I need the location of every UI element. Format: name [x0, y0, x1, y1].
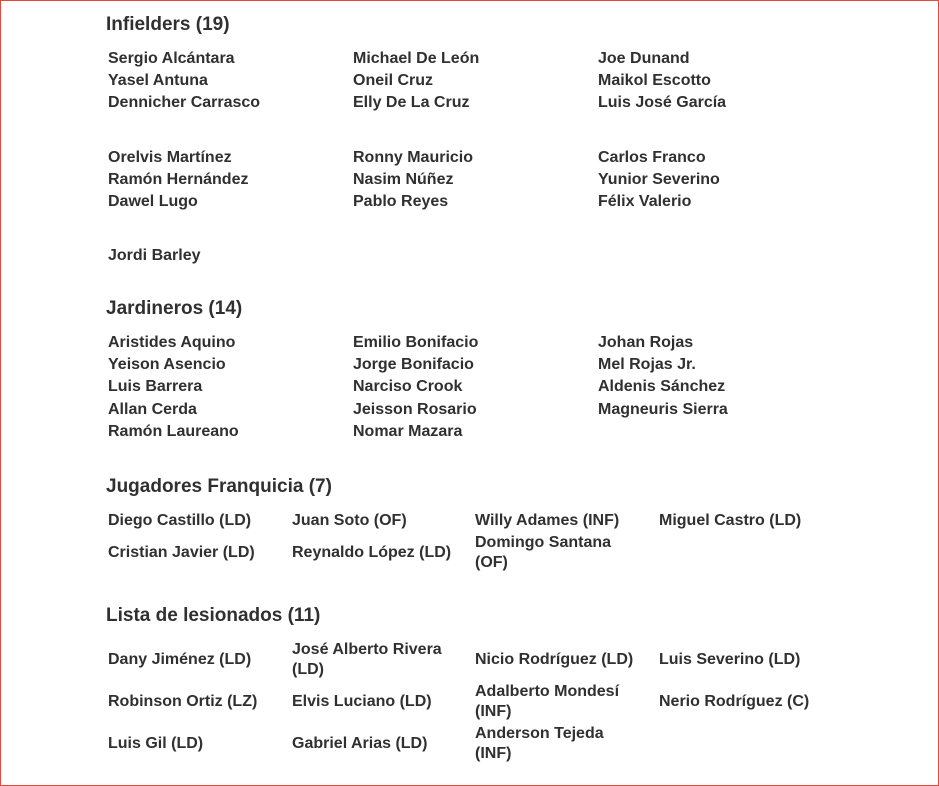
player-name: Nerio Rodríguez (C): [659, 693, 810, 710]
player-name: Sergio Alcántara: [108, 50, 235, 67]
player-name: [475, 724, 604, 764]
player-name: [292, 640, 442, 680]
section-heading-franquicia: Jugadores Franquicia (7): [106, 476, 332, 497]
player-name: Jorge Bonifacio: [353, 356, 474, 373]
player-name-line: Adalberto Mondesí: [475, 683, 620, 700]
player-name: Carlos Franco: [598, 149, 706, 166]
player-name: Aristides Aquino: [108, 334, 236, 351]
player-name: Gabriel Arias (LD): [292, 735, 428, 752]
player-name: Pablo Reyes: [353, 193, 449, 210]
player-name: Emilio Bonifacio: [353, 334, 479, 351]
player-name: Michael De León: [353, 50, 480, 67]
player-name-line: Anderson Tejeda: [475, 725, 604, 742]
player-name: Johan Rojas: [598, 334, 694, 351]
player-name: Juan Soto (OF): [292, 512, 407, 529]
player-name: Nicio Rodríguez (LD): [475, 651, 634, 668]
player-name: Joe Dunand: [598, 50, 690, 67]
section-heading-infielders: Infielders (19): [106, 14, 230, 35]
player-name: Dany Jiménez (LD): [108, 651, 252, 668]
player-name: Dennicher Carrasco: [108, 94, 261, 111]
player-name: Willy Adames (INF): [475, 512, 620, 529]
player-name-line: (INF): [475, 745, 512, 762]
player-name: Yeison Asencio: [108, 356, 226, 373]
player-name: Miguel Castro (LD): [659, 512, 802, 529]
player-name-line: (INF): [475, 703, 512, 720]
player-name: Jordi Barley: [108, 247, 201, 264]
player-name: [475, 533, 611, 573]
player-name: Allan Cerda: [108, 401, 197, 418]
document-page: [1, 1, 938, 785]
player-name: Elly De La Cruz: [353, 94, 470, 111]
section-heading-jardineros: Jardineros (14): [106, 298, 243, 319]
player-name: Narciso Crook: [353, 378, 463, 395]
player-name: Robinson Ortiz (LZ): [108, 693, 258, 710]
player-name: Félix Valerio: [598, 193, 692, 210]
player-name-line: José Alberto Rivera: [292, 641, 442, 658]
player-name: Luis Barrera: [108, 378, 203, 395]
player-name: Yunior Severino: [598, 171, 720, 188]
player-name: Ronny Mauricio: [353, 149, 474, 166]
player-name: [475, 682, 619, 722]
player-name: Magneuris Sierra: [598, 401, 728, 418]
player-name: Ramón Hernández: [108, 171, 249, 188]
player-name: Jeisson Rosario: [353, 401, 477, 418]
player-name: Elvis Luciano (LD): [292, 693, 432, 710]
player-name: Diego Castillo (LD): [108, 512, 252, 529]
player-name: Mel Rojas Jr.: [598, 356, 696, 373]
player-name: Maikol Escotto: [598, 72, 711, 89]
player-name: Yasel Antuna: [108, 72, 208, 89]
player-name: Oneil Cruz: [353, 72, 434, 89]
player-name: Dawel Lugo: [108, 193, 198, 210]
player-name: Nomar Mazara: [353, 423, 463, 440]
player-name: Orelvis Martínez: [108, 149, 232, 166]
player-name: Luis Severino (LD): [659, 651, 801, 668]
player-name: Nasim Núñez: [353, 171, 454, 188]
player-name-line: (LD): [292, 661, 324, 678]
player-name: Luis José García: [598, 94, 727, 111]
section-heading-lesionados: Lista de lesionados (11): [106, 605, 321, 626]
player-name: Reynaldo López (LD): [292, 544, 452, 561]
player-name-line: Domingo Santana: [475, 534, 612, 551]
player-name: Ramón Laureano: [108, 423, 239, 440]
player-name: Luis Gil (LD): [108, 735, 204, 752]
player-name-line: (OF): [475, 554, 508, 571]
player-name: Cristian Javier (LD): [108, 544, 255, 561]
player-name: Aldenis Sánchez: [598, 378, 726, 395]
